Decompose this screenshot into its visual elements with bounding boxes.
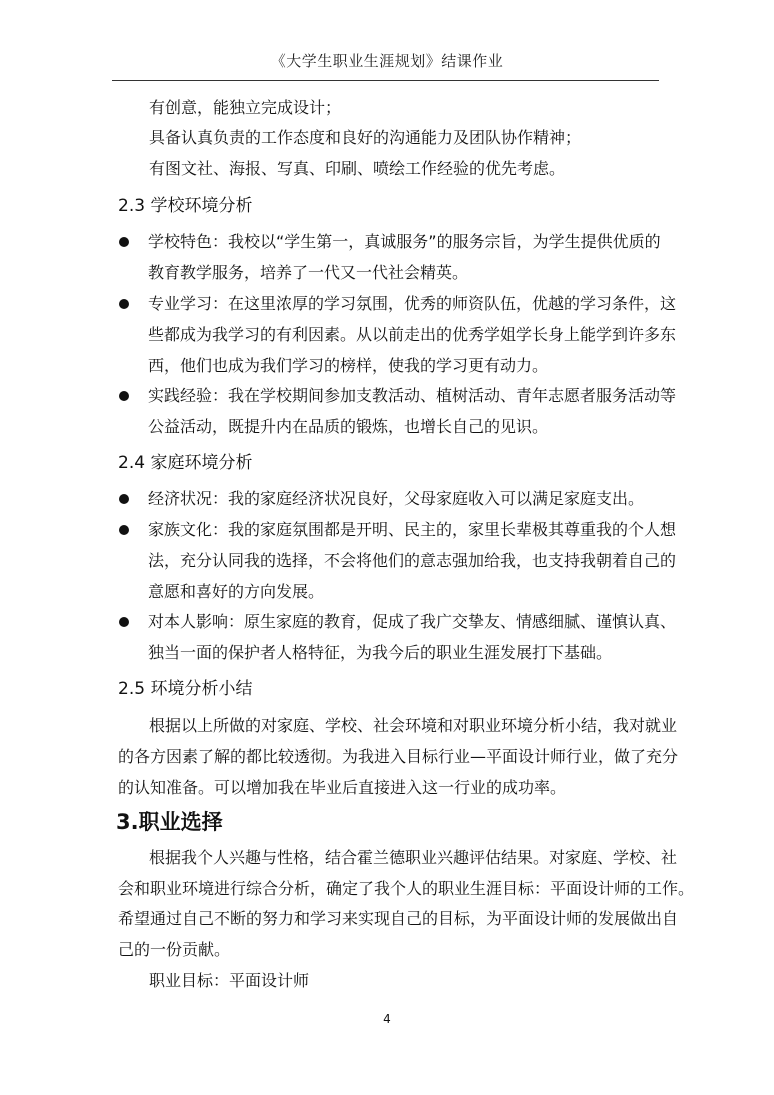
bullet-line: 公益活动，既提升内在品质的锻炼，也增长自己的见识。 xyxy=(148,417,549,436)
paragraph-line: 希望通过自己不断的努力和学习来实现自己的目标，为平面设计师的发展做出自 xyxy=(118,909,679,928)
intro-line: 有创意，能独立完成设计； xyxy=(149,98,342,117)
intro-line: 具备认真负责的工作态度和良好的沟通能力及团队协作精神； xyxy=(149,128,582,147)
paragraph-line: 己的一份贡献。 xyxy=(118,940,231,959)
bullet-line: 法，充分认同我的选择，不会将他们的意志强加给我，也支持我朝着自己的 xyxy=(148,551,677,570)
page-header-title: 《大学生职业生涯规划》结课作业 xyxy=(270,52,504,70)
bullet-icon xyxy=(119,494,129,504)
bullet-icon xyxy=(119,617,129,627)
bullet-icon xyxy=(119,525,129,535)
paragraph-line: 的认知准备。可以增加我在毕业后直接进入这一行业的成功率。 xyxy=(118,778,567,797)
bullet-line: 意愿和喜好的方向发展。 xyxy=(148,582,325,601)
section-heading-2-3: 2.3 学校环境分析 xyxy=(118,196,253,216)
bullet-icon xyxy=(119,237,129,247)
bullet-line: 家族文化：我的家庭氛围都是开明、民主的，家里长辈极其尊重我的个人想 xyxy=(148,520,677,539)
paragraph-line: 会和职业环境进行综合分析，确定了我个人的职业生涯目标：平面设计师的工作。 xyxy=(118,879,695,898)
bullet-line: 专业学习：在这里浓厚的学习氛围，优秀的师资队伍，优越的学习条件，这 xyxy=(148,294,677,313)
bullet-line: 些都成为我学习的有利因素。从以前走出的优秀学姐学长身上能学到许多东 xyxy=(148,325,677,344)
bullet-line: 对本人影响：原生家庭的教育，促成了我广交挚友、情感细腻、谨慎认真、 xyxy=(148,612,677,631)
page-number: 4 xyxy=(383,1012,391,1026)
section-heading-3: 3.职业选择 xyxy=(116,810,223,834)
bullet-icon xyxy=(119,299,129,309)
paragraph-line: 根据以上所做的对家庭、学校、社会环境和对职业环境分析小结，我对就业 xyxy=(149,716,678,735)
bullet-line: 西，他们也成为我们学习的榜样，使我的学习更有动力。 xyxy=(148,356,549,375)
section-heading-2-4: 2.4 家庭环境分析 xyxy=(118,453,253,473)
bullet-line: 经济状况：我的家庭经济状况良好，父母家庭收入可以满足家庭支出。 xyxy=(148,489,645,508)
career-goal-line: 职业目标：平面设计师 xyxy=(149,971,310,990)
header-rule xyxy=(112,80,659,81)
bullet-line: 学校特色：我校以“学生第一，真诚服务”的服务宗旨，为学生提供优质的 xyxy=(148,232,661,251)
intro-line: 有图文社、海报、写真、印刷、喷绘工作经验的优先考虑。 xyxy=(149,159,566,178)
section-heading-2-5: 2.5 环境分析小结 xyxy=(118,679,253,699)
bullet-line: 教育教学服务，培养了一代又一代社会精英。 xyxy=(148,263,469,282)
bullet-icon xyxy=(119,391,129,401)
paragraph-line: 的各方因素了解的都比较透彻。为我进入目标行业—平面设计师行业，做了充分 xyxy=(118,747,679,766)
paragraph-line: 根据我个人兴趣与性格，结合霍兰德职业兴趣评估结果。对家庭、学校、社 xyxy=(149,848,678,867)
bullet-line: 独当一面的保护者人格特征，为我今后的职业生涯发展打下基础。 xyxy=(148,643,613,662)
bullet-line: 实践经验：我在学校期间参加支教活动、植树活动、青年志愿者服务活动等 xyxy=(148,386,677,405)
